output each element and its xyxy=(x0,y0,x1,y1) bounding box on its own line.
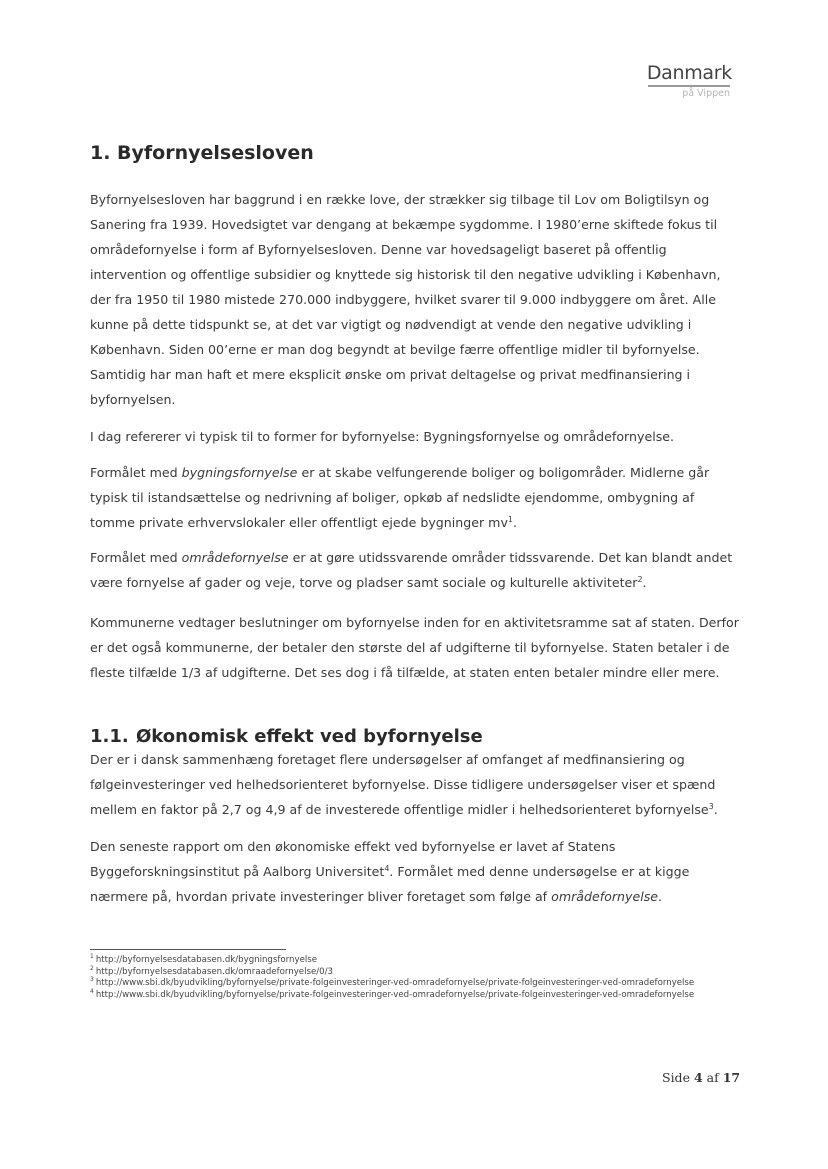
logo-tagline: på Vippen xyxy=(682,88,730,99)
paragraph-text: Kommunerne vedtager beslutninger om byfornyelse inden for en aktivitetsramme sat af staten. Derfor er det også kommunerne, der betaler den største del af udgifterne til byfornyelse. Staten betaler i de fleste tilfælde 1/3 af udgifterne. Det ses dog i få tilfælde, at staten enten betaler mindre eller mere. xyxy=(90,615,739,680)
paragraph-latest-report xyxy=(90,834,740,909)
emphasis-term: områdefornyelse xyxy=(181,550,289,565)
subsection-number: 1.1. xyxy=(90,726,129,747)
footnote: $^4$ http://www.sbi.dk/byudvikling/byfornyelse/private-folgeinvesteringer-ved-omradefornyelse/private-folgeinvesteringer-ved-omradefornyelse xyxy=(90,987,695,1000)
footnote: $^3$ http://www.sbi.dk/byudvikling/byfornyelse/private-folgeinvesteringer-ved-omradefornyelse/private-folgeinvesteringer-ved-omradefornyelse xyxy=(90,976,695,989)
footnote-link: http://www.sbi.dk/byudvikling/byfornyelse/private-folgeinvesteringer-ved-omradefornyelse/private-folgeinvesteringer-ved-omradefornyelse xyxy=(95,978,695,989)
footnote-ref: 1 xyxy=(507,514,513,524)
paragraph-two-forms xyxy=(90,424,740,449)
paragraph-text: Der er i dansk sammenhæng foretaget flere undersøgelser af omfanget af medfinansiering og følgeinvesteringer ved helhedsorienteret byfornyelse. Disse tidligere undersøgelser viser et spænd mellem en faktor på 2,7 og 4,9 af de investerede offentlige midler i helhedsorienteret byfornyelse$^3$. xyxy=(90,752,718,817)
paragraph-omraadefornyelse xyxy=(90,545,740,595)
paragraph-kommunerne xyxy=(90,610,740,685)
danmark-paa-vippen-logo xyxy=(636,60,736,106)
footnote-ref: 3 xyxy=(708,801,714,811)
emphasis-term: bygningsfornyelse xyxy=(181,465,298,480)
paragraph-text: I dag refererer vi typisk til to former for byfornyelse: Bygningsfornyelse og områdefornyelse. xyxy=(90,429,675,444)
paragraph-text: Den seneste rapport om den økonomiske effekt ved byfornyelse er lavet af Statens Byggeforskningsinstitut på Aalborg Universitet$^4$. Formålet med denne undersøgelse er at kigge nærmere på, hvordan private investeringer bliver foretaget som følge af områdefornyelse. xyxy=(90,839,690,904)
footnote-link: http://byfornyelsesdatabasen.dk/omraadefornyelse/0/3 xyxy=(95,966,333,977)
footnotes xyxy=(90,955,740,1001)
footnote-ref: 2 xyxy=(637,574,643,584)
footnote: $^1$ http://byfornyelsesdatabasen.dk/bygningsfornyelse xyxy=(90,953,318,965)
subsection-title: Økonomisk effekt ved byfornyelse xyxy=(136,726,483,747)
footnote-link: http://byfornyelsesdatabasen.dk/bygningsfornyelse xyxy=(95,955,318,965)
paragraph-bygningsfornyelse xyxy=(90,460,740,535)
footnote: $^2$ http://byfornyelsesdatabasen.dk/omraadefornyelse/0/3 xyxy=(90,964,333,977)
section-heading: 1. Byfornyelsesloven xyxy=(90,142,314,164)
paragraph-text: Formålet med områdefornyelse er at gøre utidssvarende områder tidssvarende. Det kan blandt andet være fornyelse af gader og veje, torve og pladser samt sociale og kulturelle aktiviteter$^2$. xyxy=(90,550,733,590)
paragraph-history xyxy=(90,187,740,412)
emphasis-term: områdefornyelse xyxy=(551,889,659,904)
subsection-heading xyxy=(90,726,483,747)
paragraph-investigations xyxy=(90,747,740,822)
footnote-link: http://www.sbi.dk/byudvikling/byfornyelse/private-folgeinvesteringer-ved-omradefornyelse/private-folgeinvesteringer-ved-omradefornyelse xyxy=(95,989,695,1000)
paragraph-text: Formålet med bygningsfornyelse er at skabe velfungerende boliger og boligområder. Midlerne går typisk til istandsættelse og nedrivning af boliger, opkøb af nedslidte ejendomme, ombygning af tomme private erhvervslokaler eller offentligt ejede bygninger $mv^1$. xyxy=(90,465,710,530)
page-number: Side 4 af 17 xyxy=(662,1070,741,1085)
logo-underline xyxy=(648,85,730,87)
paragraph-text: Byfornyelsesloven har baggrund i en række love, der strækker sig tilbage til Lov om Boligtilsyn og Sanering fra 1939. Hovedsigtet var dengang at bekæmpe sygdomme. I 1980’erne skiftede fokus til områdefornyelse i form af Byfornyelsesloven. Denne var hovedsageligt baseret på offentlig intervention og offentlige subsidier og knyttede sig historisk til den negative udvikling i København, der fra 1950 til 1980 mistede 270.000 indbyggere, hvilket svarer til 9.000 indbyggere om året. Alle kunne på dette tidspunkt se, at det var vigtigt og nødvendigt at vende den negative udvikling i København. Siden 00’erne er man dog begyndt at bevilge færre offentlige midler til byfornyelse. Samtidig har man haft et mere eksplicit ønske om privat deltagelse og privat medfinansiering i byfornyelsen. xyxy=(90,192,721,407)
footnote-separator xyxy=(90,949,286,950)
logo-name: Danmark xyxy=(646,62,732,84)
footnote-ref: 4 xyxy=(384,863,390,873)
